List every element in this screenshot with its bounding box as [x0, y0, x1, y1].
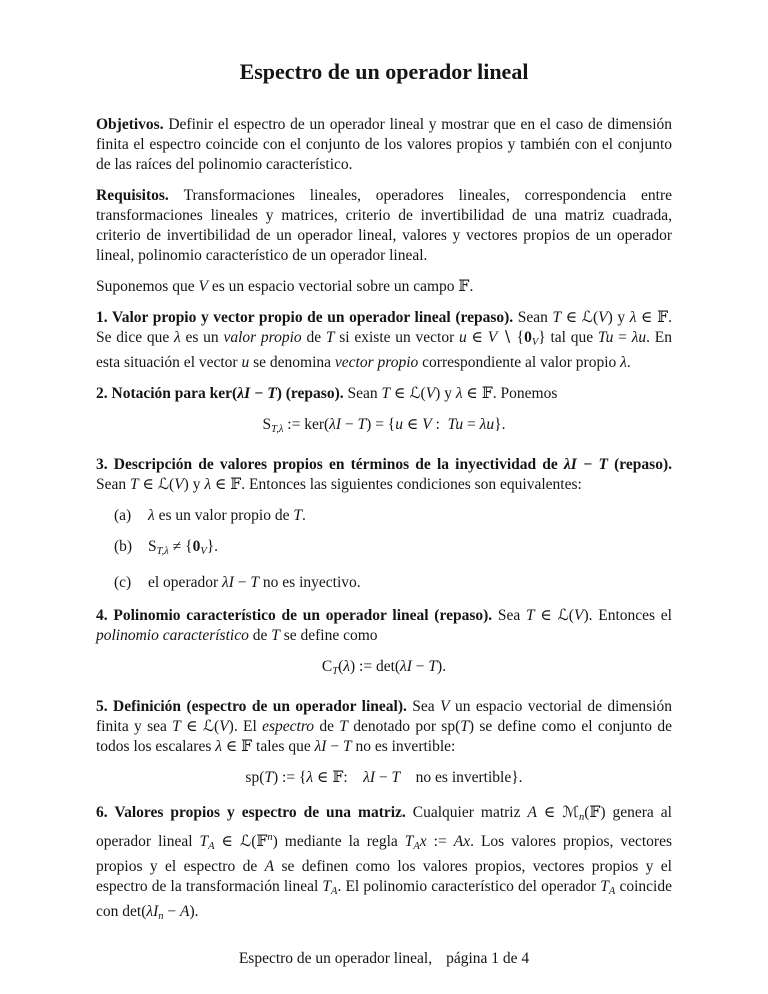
text-run: 0: [524, 329, 532, 346]
text-run: S: [148, 538, 157, 555]
text-run: de: [301, 329, 326, 346]
text-run: ∈ ℒ(: [180, 718, 220, 735]
text-run: Tu: [447, 416, 464, 433]
list-item-a-label: (a): [114, 507, 132, 524]
text-run: espectro: [262, 718, 315, 735]
paragraph-objetivos: [96, 115, 672, 175]
text-run: u: [459, 329, 467, 346]
text-run: T: [264, 769, 273, 786]
text-run: no es inyectivo.: [259, 574, 361, 591]
text-run: Sea: [412, 698, 441, 715]
text-run: ∈ ℳ: [536, 804, 579, 821]
text-run: ∈ ℒ(: [390, 385, 426, 402]
text-run: V: [200, 546, 207, 557]
section-6-paragraph: [96, 803, 672, 927]
page-footer: [96, 949, 672, 969]
text-run: C: [321, 658, 333, 675]
footer-document-title: Espectro de un operador lineal,: [238, 950, 433, 967]
text-run: λu: [631, 329, 647, 346]
text-run: ∈ 𝔽:: [313, 769, 364, 786]
text-run: λI: [314, 738, 327, 755]
text-run: λ: [620, 354, 627, 371]
text-run: −: [163, 903, 180, 920]
text-run: ).: [437, 658, 447, 675]
text-run: ) := det(: [349, 658, 401, 675]
text-run: T: [357, 416, 367, 433]
text-run: T: [250, 574, 260, 591]
text-run: Ax: [453, 833, 471, 850]
text-run: λ: [174, 329, 181, 346]
text-run: .: [301, 507, 306, 524]
text-run: A: [608, 886, 616, 897]
text-run: un espacio vectorial de dimensión finita y sea: [96, 698, 672, 735]
text-run: λ: [455, 385, 463, 402]
text-run: =: [613, 329, 632, 346]
text-run: . El polinomio característico del operador: [337, 878, 601, 895]
text-run: λu: [479, 416, 495, 433]
text-run: T: [342, 738, 352, 755]
text-run: T: [552, 309, 562, 326]
text-run: si existe un vector: [334, 329, 460, 346]
text-run: V: [198, 278, 208, 295]
text-run: A: [179, 903, 190, 920]
text-run: ∈ ℒ(: [534, 607, 574, 624]
text-run: V: [573, 607, 584, 624]
text-run: T,λ: [271, 424, 284, 435]
text-run: n: [158, 911, 164, 922]
list-item-b-text: [148, 537, 672, 562]
text-run: T: [381, 385, 391, 402]
text-run: } tal que: [538, 329, 598, 346]
text-run: .: [626, 354, 631, 371]
text-run: coincide con det(: [96, 878, 672, 920]
text-run: Transformaciones lineales, operadores lineales, correspondencia entre transformaciones lineales y matrices, criterio de invertibilidad de una matriz cuadrada, criterio de invertibilidad de un operador lineal, valores y vectores propios de un operador lineal, polinomio característico de un operador lineal.: [96, 187, 672, 264]
text-run: (repaso).: [608, 456, 672, 473]
text-run: Definir el espectro de un operador lineal y mostrar que en el caso de dimensión finita el espectro coincide con el conjunto de los valores propios y también con el conjunto de las raíces del polinomio característico.: [96, 116, 672, 173]
text-run: Cualquier matriz: [412, 804, 528, 821]
text-run: n: [578, 812, 585, 823]
paragraph-intro: [96, 277, 672, 297]
text-run: se definen como los valores propios, vectores propios y el espectro de la transformación lineal: [96, 858, 672, 895]
text-run: se define como: [279, 627, 378, 644]
text-run: de: [248, 627, 272, 644]
text-run: λI: [329, 416, 342, 433]
text-run: valor propio: [223, 329, 302, 346]
formula-spectrum-definition: [96, 768, 672, 788]
text-run: no es invertible: [400, 769, 512, 786]
text-run: T: [428, 658, 438, 675]
text-run: }.: [511, 769, 523, 786]
text-run: λ: [148, 507, 155, 524]
text-run: T: [526, 607, 535, 624]
text-run: es un espacio vectorial sobre un campo 𝔽.: [207, 278, 474, 295]
text-run: V: [425, 385, 436, 402]
text-run: =: [463, 416, 480, 433]
text-run: T: [322, 878, 332, 895]
text-run: es un: [180, 329, 224, 346]
text-run: Sea: [497, 607, 527, 624]
text-run: x: [419, 833, 427, 850]
text-run: V: [598, 309, 608, 326]
text-run: de: [314, 718, 340, 735]
text-run: λI: [400, 658, 412, 675]
text-run: T: [271, 627, 280, 644]
text-run: λI: [146, 903, 159, 920]
text-run: 1. Valor propio y vector propio de un operador lineal (repaso).: [96, 309, 518, 326]
text-run: ∈ 𝔽 tales que: [221, 738, 315, 755]
text-run: Objetivos.: [96, 116, 169, 133]
text-run: 2. Notación para ker(: [96, 385, 238, 402]
text-run: ) se define como el conjunto de todos los escalares: [96, 718, 672, 755]
text-run: ∖ {: [497, 329, 525, 346]
text-run: . En esta situación el vector: [96, 329, 673, 371]
text-run: T: [325, 329, 335, 346]
text-run: ≠ {: [168, 538, 193, 555]
text-run: A: [331, 886, 338, 897]
text-run: ). Entonces el: [583, 607, 672, 624]
text-run: ∈ 𝔽. Entonces las siguientes condiciones son equivalentes:: [211, 476, 582, 493]
text-run: A: [413, 841, 420, 852]
text-run: V: [440, 698, 450, 715]
text-run: 5. Definición (espectro de un operador lineal).: [96, 698, 413, 715]
text-run: T: [339, 718, 348, 735]
text-run: ) := {: [273, 769, 307, 786]
text-run: Requisitos.: [96, 187, 184, 204]
text-run: 6. Valores propios y espectro de una matriz.: [96, 804, 413, 821]
text-run: T: [332, 666, 339, 677]
text-run: λ: [629, 309, 637, 326]
text-run: −: [233, 574, 251, 591]
text-run: V: [422, 416, 432, 433]
text-run: T: [130, 476, 139, 493]
text-run: u: [241, 354, 250, 371]
text-run: S: [262, 416, 272, 433]
text-run: ). El: [228, 718, 263, 735]
text-run: λ: [204, 476, 212, 493]
list-item-c: [114, 573, 672, 593]
text-run: ∈ 𝔽. Ponemos: [462, 385, 558, 402]
text-run: 0: [192, 538, 201, 555]
text-run: ) (repaso).: [276, 385, 348, 402]
section-4-paragraph: [96, 606, 672, 646]
text-run: ) y: [183, 476, 205, 493]
text-run: ) y: [607, 309, 630, 326]
section-2-paragraph: [96, 384, 672, 404]
list-item-c-label: (c): [114, 574, 132, 591]
text-run: (𝔽) genera al operador lineal: [96, 804, 672, 850]
text-run: polinomio característico: [96, 627, 249, 644]
text-run: no es invertible:: [351, 738, 456, 755]
text-run: ∈ 𝔽. Se dice que: [96, 309, 672, 346]
text-run: . Los valores propios, vectores propios y el espectro de: [96, 833, 672, 875]
text-run: Tu: [597, 329, 614, 346]
text-run: −: [326, 738, 343, 755]
text-run: V: [219, 718, 229, 735]
document-title: Espectro de un operador lineal: [239, 59, 529, 84]
text-run: −: [375, 769, 392, 786]
text-run: ) = {: [366, 416, 396, 433]
section-3-paragraph: [96, 455, 672, 495]
text-run: Suponemos que: [96, 278, 199, 295]
text-run: 4. Polinomio característico de un operador lineal (repaso).: [96, 607, 498, 624]
list-item-b: [114, 537, 672, 562]
text-run: T: [600, 878, 609, 895]
text-run: :=: [426, 833, 454, 850]
paragraph-requisitos: [96, 186, 672, 266]
text-run: λI: [363, 769, 376, 786]
text-run: := ker(: [283, 416, 330, 433]
text-run: T: [391, 769, 401, 786]
text-run: −: [341, 416, 358, 433]
text-run: ∈ ℒ(: [138, 476, 175, 493]
text-run: λI: [222, 574, 234, 591]
text-run: (: [338, 658, 344, 675]
text-run: ∈: [466, 329, 488, 346]
text-run: T: [172, 718, 181, 735]
text-run: denotado por sp(: [347, 718, 461, 735]
list-item-a: [114, 506, 672, 526]
text-run: Sean: [347, 385, 382, 402]
text-run: T: [460, 718, 469, 735]
text-run: T: [293, 507, 302, 524]
text-run: vector propio: [334, 354, 419, 371]
text-run: Sean: [96, 476, 131, 493]
text-run: Sean: [517, 309, 553, 326]
text-run: T: [404, 833, 414, 850]
text-run: 3. Descripción de valores propios en términos de la inyectividad de: [96, 456, 564, 473]
text-run: V: [487, 329, 498, 346]
text-run: ) mediante la regla: [272, 833, 405, 850]
list-item-b-label: (b): [114, 538, 133, 555]
text-run: }.: [206, 538, 219, 555]
text-run: ∈: [403, 416, 423, 433]
text-run: sp(: [245, 769, 265, 786]
list-item-c-text: [148, 573, 672, 593]
text-run: −: [411, 658, 429, 675]
text-run: λ: [215, 738, 222, 755]
text-run: A: [264, 858, 275, 875]
text-run: λ: [343, 658, 350, 675]
text-run: es un valor propio de: [154, 507, 294, 524]
text-run: ).: [189, 903, 199, 920]
text-run: A: [208, 841, 215, 852]
footer-page-number: página 1 de 4: [446, 950, 530, 967]
text-run: ∈ ℒ(: [561, 309, 599, 326]
conditions-list: [96, 506, 672, 593]
text-run: ∈ ℒ(𝔽: [214, 833, 268, 850]
text-run: :: [431, 416, 448, 433]
text-run: el operador: [148, 574, 223, 591]
text-run: λ: [306, 769, 314, 786]
section-1-paragraph: [96, 308, 672, 373]
text-run: T: [199, 833, 209, 850]
list-item-a-text: [148, 506, 672, 526]
formula-characteristic-polynomial: [96, 657, 672, 682]
text-run: A: [527, 804, 537, 821]
section-5-paragraph: [96, 697, 672, 757]
text-run: }.: [494, 416, 506, 433]
text-run: n: [267, 832, 273, 843]
text-run: se denomina: [249, 354, 335, 371]
text-run: ) y: [435, 385, 456, 402]
text-run: λI − T: [563, 456, 608, 473]
text-run: T,λ: [156, 546, 169, 557]
text-run: correspondiente al valor propio: [418, 354, 621, 371]
formula-ker-definition: [96, 415, 672, 440]
text-run: V: [531, 337, 539, 348]
text-run: λI − T: [237, 385, 277, 402]
text-run: V: [174, 476, 184, 493]
text-run: u: [395, 416, 403, 433]
